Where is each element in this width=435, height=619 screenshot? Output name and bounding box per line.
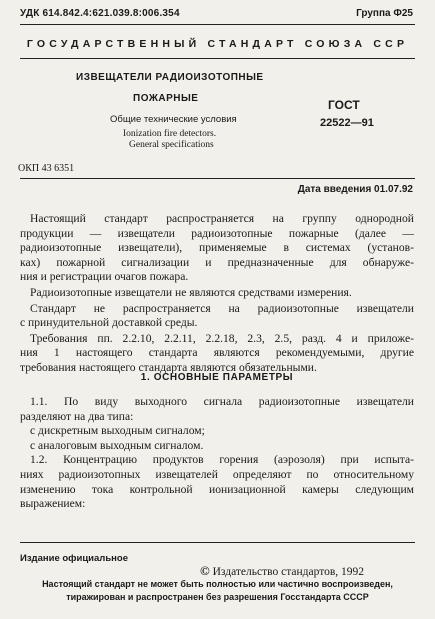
paragraph-line: ках) пожарной сигнализации и предназначенные для обнаруже-: [20, 255, 414, 269]
copyright-icon: ©: [200, 563, 210, 578]
footer-rule: [20, 542, 415, 543]
paragraph-line: 1.2. Концентрацию продуктов горения (аэрозоля) при испыта-: [30, 453, 414, 467]
paragraph-line: разделяют на два типа:: [20, 409, 134, 423]
paragraph-line: с принудительной доставкой среды.: [20, 316, 198, 330]
document-type: Общие технические условия: [110, 114, 237, 125]
document-title: ИЗВЕЩАТЕЛИ РАДИОИЗОТОПНЫЕ: [76, 72, 264, 83]
paragraph-line: Настоящий стандарт распространяется на группу однородной: [30, 212, 414, 225]
list-item: с аналоговым выходным сигналом.: [30, 438, 204, 452]
paragraph-line: требования настоящего стандарта являются обязательными.: [20, 360, 317, 374]
paragraph-line: радиоизотопные извещатели), применяемые в системах (установ-: [20, 241, 414, 255]
paragraph-line: изменению тока контрольной ионизационной камеры следующим: [20, 482, 414, 496]
paragraph-line: ния и регистрации очагов пожара.: [20, 270, 189, 284]
paragraph-line: ния 1 настоящего стандарта являются рекомендуемыми, другие: [20, 346, 414, 360]
copyright-text: Издательство стандартов, 1992: [212, 566, 364, 578]
udk-code: УДК 614.842.4:621.039.8:006.354: [20, 8, 180, 19]
copyright: [200, 563, 364, 579]
paragraph-line: продукции — извещатели радиоизотопные пожарные (далее —: [20, 226, 414, 240]
document-subtitle: ПОЖАРНЫЕ: [133, 93, 199, 104]
paragraph-line: Требования пп. 2.2.10, 2.2.11, 2.2.18, 2.3, 2.5, разд. 4 и приложе-: [30, 331, 414, 345]
notice-line: Настоящий стандарт не может быть полностью или частично воспроизведен,: [42, 579, 393, 589]
gost-number: 22522—91: [320, 117, 374, 129]
header-rule-bottom: [20, 58, 415, 59]
intro-text: [20, 212, 414, 376]
english-subtitle: General specifications: [129, 140, 214, 150]
paragraph-line: выражением:: [20, 497, 86, 511]
header-rule-top: [20, 24, 415, 25]
paragraph-line: ниях радиоизотопных извещателей определяют по относительному: [20, 467, 414, 481]
gost-label: ГОСТ: [328, 98, 360, 112]
english-title: Ionization fire detectors.: [123, 129, 217, 139]
reproduction-notice: [20, 578, 415, 603]
paragraph-line: Стандарт не распространяется на радиоизотопные извещатели: [30, 301, 414, 315]
group-code: Группа Ф25: [356, 8, 413, 19]
okp-code: ОКП 43 6351: [18, 163, 75, 174]
paragraph-line: Радиоизотопные извещатели не являются средствами измерения.: [30, 285, 352, 299]
notice-line: тиражирован и распространен без разрешения Госстандарта СССР: [66, 591, 369, 602]
edition-label: Издание официальное: [20, 553, 128, 564]
standard-title: ГОСУДАРСТВЕННЫЙ СТАНДАРТ СОЮЗА ССР: [26, 38, 409, 50]
okp-rule: [20, 178, 415, 179]
paragraph-line: 1.1. По виду выходного сигнала радиоизотопные извещатели: [30, 395, 414, 408]
section-text: [20, 395, 414, 512]
intro-date: Дата введения 01.07.92: [297, 184, 413, 195]
list-item: с дискретным выходным сигналом;: [30, 424, 205, 438]
section-heading: 1. ОСНОВНЫЕ ПАРАМЕТРЫ: [140, 372, 294, 383]
